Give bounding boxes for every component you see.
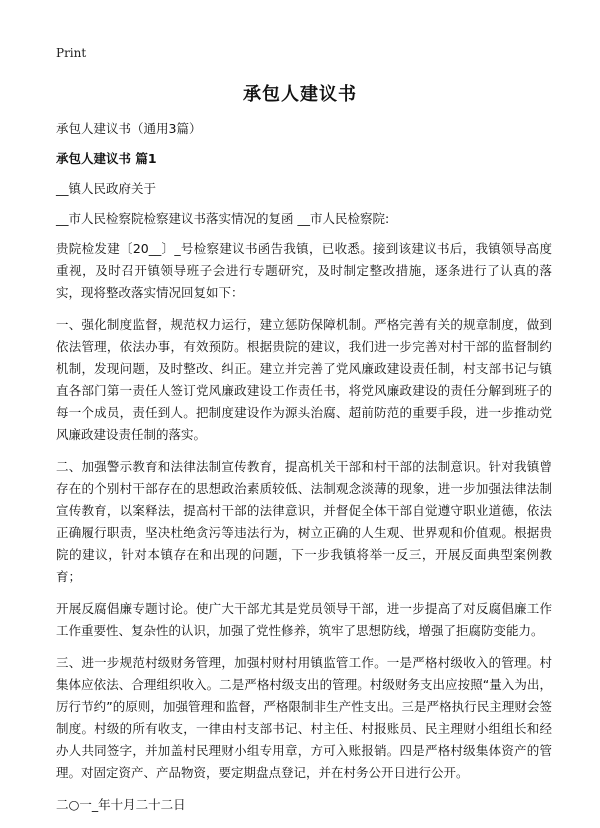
reply-heading: __市人民检察院检察建议书落实情况的复函 __市人民检察院: — [56, 211, 390, 226]
paragraph-item-1: 一、强化制度监督，规范权力运行，建立惩防保障机制。严格完善有关的规章制度，做到依法管理，依法办事，有效预防。根据贵院的建议，我们进一步完善对村干部的监督制约机制，发现问题，及时整改、纠正。建立并完善了党风廉政建设责任制，村支部书记与镇直各部门第一责任人签订党风廉政建设工作责任书，将党风廉政建设的责任分解到班子的每一个成员，责任到人。把制度建设作为源头治腐、超前防范的重要手段，进一步推动党风廉政建设责任制的落实。 — [56, 317, 552, 442]
section-heading: 承包人建议书 篇1 — [56, 151, 157, 166]
document-body — [56, 118, 552, 824]
document-date: 二○一_年十月二十二日 — [56, 797, 186, 812]
paragraph-intro: 贵院检发建〔20__〕_号检察建议书函告我镇，已收悉。接到该建议书后，我镇领导高度重视，及时召开镇领导班子会进行专题研究，及时制定整改措施，逐条进行了认真的落实，现将整改落实情况回复如下： — [56, 241, 552, 300]
addressee-line: __镇人民政府关于 — [56, 181, 157, 196]
print-link[interactable]: Print — [56, 46, 87, 60]
paragraph-item-3: 三、进一步规范村级财务管理，加强村财村用镇监管工作。一是严格村级收入的管理。村集体应依法、合理组织收入。二是严格村级支出的管理。村级财务支出应按照“量入为出，厉行节约”的原则，加强管理和监督，严格限制非生产性支出。三是严格执行民主理财会签制度。村级的所有收支，一律由村支部书记、村主任、村报账员、民主理财小组组长和经办人共同签字，并加盖村民理财小组专用章，方可入账报销。四是严格村级集体资产的管理。对固定资产、产品物资，要定期盘点登记，并在村务公开日进行公开。 — [56, 655, 552, 780]
paragraph-item-2-continued: 开展反腐倡廉专题讨论。使广大干部尤其是党员领导干部，进一步提高了对反腐倡廉工作工作重要性、复杂性的认识，加强了党性修养，筑牢了思想防线，增强了拒腐防变能力。 — [56, 601, 552, 638]
page-title: 承包人建议书 — [243, 84, 357, 105]
paragraph-item-2: 二、加强警示教育和法律法制宣传教育，提高机关干部和村干部的法制意识。针对我镇曾存在的个别村干部存在的思想政治素质较低、法制观念淡薄的现象，进一步加强法律法制宣传教育，以案释法，提高村干部的法律意识，并督促全体干部自觉遵守职业道德，依法正确履行职责，坚决杜绝贪污等违法行为，树立正确的人生观、世界观和价值观。根据贵院的建议，针对本镇存在和出现的问题，下一步我镇将举一反三，开展反面典型案例教育； — [56, 459, 552, 584]
collection-title: 承包人建议书（通用3篇） — [56, 121, 202, 136]
